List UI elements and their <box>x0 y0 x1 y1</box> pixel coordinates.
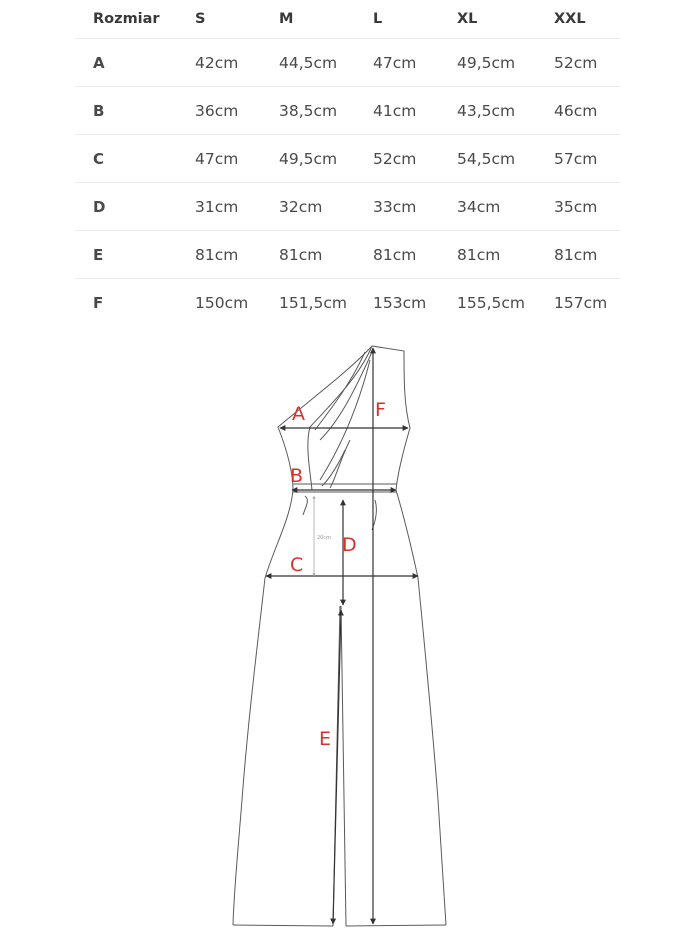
table-cell: 52cm <box>554 39 620 87</box>
table-cell: 49,5cm <box>279 135 373 183</box>
table-cell: 153cm <box>373 293 427 312</box>
table-cell: 42cm <box>195 39 279 87</box>
header-xxl: XXL <box>554 0 620 39</box>
table-cell: 81cm <box>195 231 279 279</box>
table-row <box>75 87 620 135</box>
table-cell: 35cm <box>554 183 620 231</box>
table-cell: 38,5cm <box>279 87 373 135</box>
table-cell: 43,5cm <box>457 87 554 135</box>
table-cell: 34cm <box>457 183 554 231</box>
row-label: B <box>75 87 195 135</box>
table-cell: 47cm <box>373 39 457 87</box>
small-distance-note: 20cm <box>317 535 331 541</box>
table-cell: 157cm <box>554 293 608 312</box>
table-cell: 81cm <box>373 231 457 279</box>
table-cell: 151,5cm <box>279 293 347 312</box>
header-size: Rozmiar <box>75 0 195 39</box>
measure-e-line <box>333 610 341 924</box>
header-m: M <box>279 0 373 39</box>
table-cell: 47cm <box>195 135 279 183</box>
label-e: E <box>319 728 332 750</box>
table-cell: 81cm <box>554 231 620 279</box>
table-cell: 52cm <box>373 135 457 183</box>
table-header-row <box>75 0 620 39</box>
label-d: D <box>342 534 357 556</box>
jumpsuit-drawing <box>0 330 700 933</box>
table-cell: 36cm <box>195 87 279 135</box>
label-c: C <box>290 554 304 576</box>
measurement-lines <box>266 348 418 924</box>
jumpsuit-measurement-diagram <box>0 330 700 933</box>
table-row <box>75 231 620 279</box>
table-cell: 32cm <box>279 183 373 231</box>
garment-outline <box>233 346 446 926</box>
small-distance-indicator <box>314 496 331 576</box>
header-s: S <box>195 0 279 39</box>
table-cell: 33cm <box>373 183 457 231</box>
table-cell: 31cm <box>195 183 279 231</box>
table-cell: 54,5cm <box>457 135 554 183</box>
row-label: E <box>75 231 195 279</box>
table-cell: 57cm <box>554 135 620 183</box>
table-cell: 81cm <box>457 231 554 279</box>
row-label: C <box>75 135 195 183</box>
header-xl: XL <box>457 0 554 39</box>
table-cell: 44,5cm <box>279 39 373 87</box>
table-cell: 41cm <box>373 87 457 135</box>
row-label: A <box>75 39 195 87</box>
row-label: F <box>93 293 104 312</box>
table-cell: 150cm <box>195 293 249 312</box>
label-a: A <box>292 403 305 425</box>
table-cell: 81cm <box>279 231 373 279</box>
table-cell: 155,5cm <box>457 293 525 312</box>
header-l: L <box>373 0 457 39</box>
size-chart-table <box>75 0 620 326</box>
label-b: B <box>290 465 304 487</box>
label-f: F <box>375 399 386 421</box>
table-row <box>75 279 620 327</box>
table-cell: 46cm <box>554 87 620 135</box>
table-cell: 49,5cm <box>457 39 554 87</box>
table-row <box>75 39 620 87</box>
row-label: D <box>75 183 195 231</box>
table-row <box>75 183 620 231</box>
table-row <box>75 135 620 183</box>
